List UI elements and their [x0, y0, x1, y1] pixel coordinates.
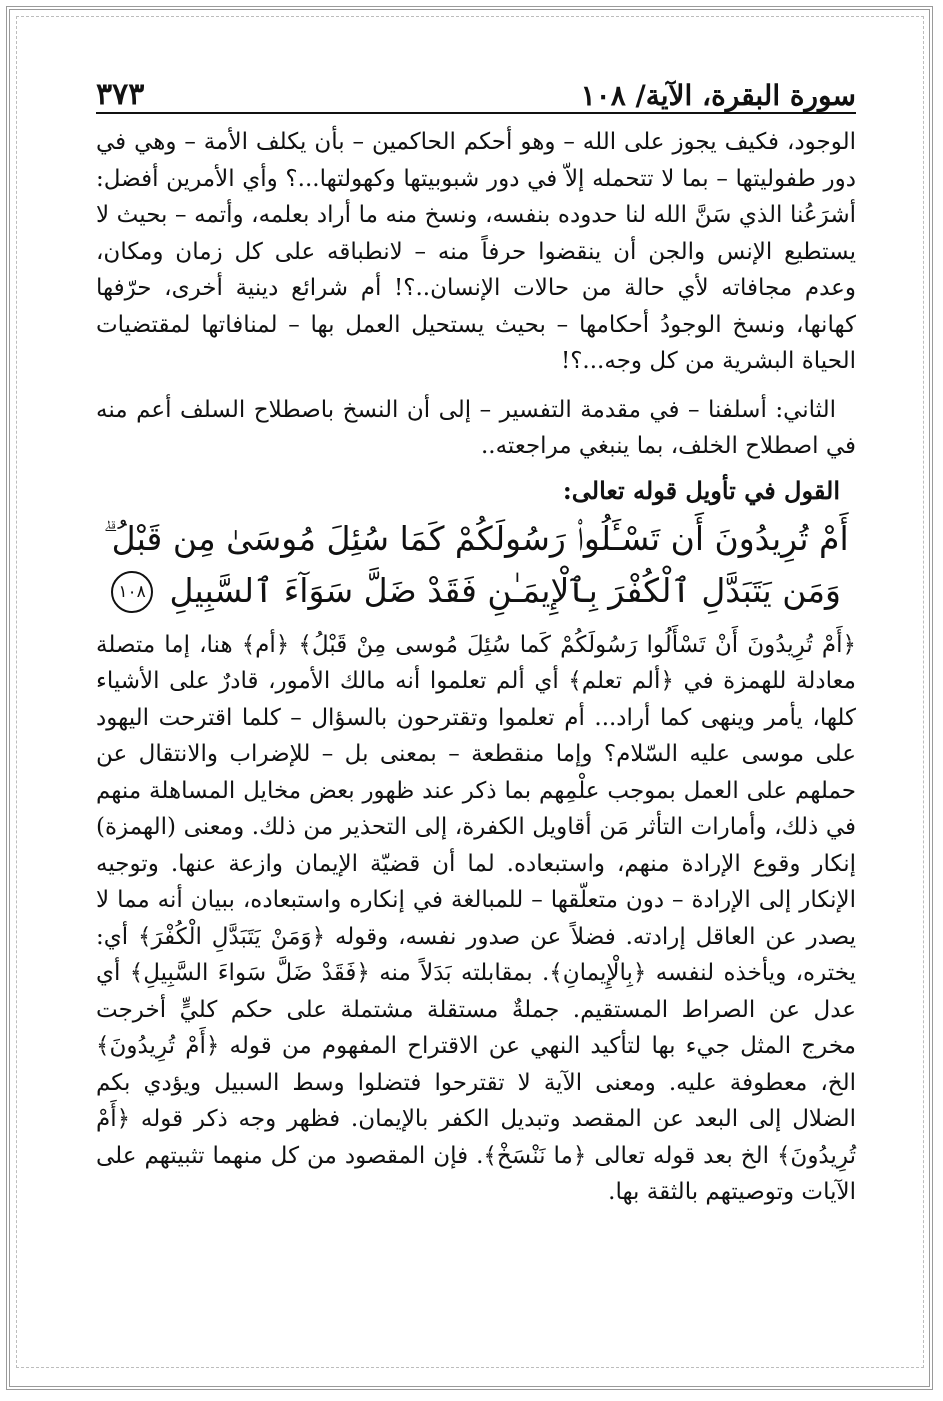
quran-verse — [96, 513, 856, 617]
paragraph-1: الوجود، فكيف يجوز على الله – وهو أحكم الحاكمين – بأن يكلف الأمة – وهي في دور طفوليتها – بما لا تتحمله إلاّ في دور شبوبيتها وكهولتها...؟ وأي الأمرين أفضل: أشرَعُنا الذي سَنَّ الله لنا حدوده بنفسه، ونسخ منه ما أراد بعلمه، وأتمه – بحيث لا يستطيع الإنس والجن أن ينقضوا حرفاً منه – لانطباقه على كل زمان ومكان، وعدم مجافاته لأي حالة من حالات الإنسان..؟! أم شرائع دينية أخرى، حرّفها كهانها، ونسخ الوجودُ أحكامها – بحيث يستحيل العمل بها – لمنافاتها لمقتضيات الحياة البشرية من كل وجه...؟! — [96, 129, 856, 374]
running-title: سورة البقرة، الآية/ ١٠٨ — [580, 79, 856, 112]
page-number: ٣٧٣ — [96, 77, 145, 112]
spacer — [96, 380, 856, 392]
paragraph-3: ﴿أَمْ تُرِيدُونَ أَنْ تَسْأَلُوا رَسُولَكُمْ كَما سُئِلَ مُوسى مِنْ قَبْلُ﴾ ﴿أم﴾ هنا، إما متصلة معادلة للهمزة في ﴿ألم تعلم﴾ أي ألم تعلموا أنه مالك الأمور، قادرٌ على الأشياء كلها، يأمر وينهى كما أراد... أم تعلموا وتقترحون بالسؤال – كلما اقترحت اليهود على موسى عليه السّلام؟ وإما منقطعة – بمعنى بل – للإضراب والانتقال عن حملهم على العمل بموجب علْمِهم بما ذكر عند ظهور بعض مخايل المساهلة منهم في ذلك، وأمارات التأثر مَن أقاويل الكفرة، إلى التحذير من ذلك. ومعنى (الهمزة) إنكار وقوع الإرادة منهم، واستبعاده. لما أن قضيّة الإيمان وازعة عنها. وتوجيه الإنكار إلى الإرادة – دون متعلّقها – للمبالغة في إنكاره واستبعاده، ببيان أنه مما لا يصدر عن العاقل إرادته. فضلاً عن صدور نفسه، وقوله ﴿وَمَنْ يَتَبَدَّلِ الْكُفْرَ﴾ أي: يختره، ويأخذه لنفسه ﴿بِالْإِيمانِ﴾. بمقابلته بَدَلاً منه ﴿فَقَدْ ضَلَّ سَواءَ السَّبِيلِ﴾ أي عدل عن الصراط المستقيم. جملةٌ مستقلة مشتملة على حكم كليٍّ أخرجت مخرج المثل جيء بها لتأكيد النهي عن الاقتراح المفهوم من قوله ﴿أَمْ تُرِيدُونَ﴾ الخ، معطوفة عليه. ومعنى الآية لا تقترحوا فتضلوا وسط السبيل ويؤدي بكم الضلال إلى البعد عن المقصد وتبديل الكفر بالإيمان. فظهر وجه ذكر قوله ﴿أَمْ تُرِيدُونَ﴾ الخ بعد قوله تعالى ﴿ما نَنْسَخْ﴾. فإن المقصود من كل منهما تثبيتهم على الآيات وتوصيتهم بالثقة بها. — [96, 631, 856, 1205]
section-heading: القول في تأويل قوله تعالى: — [562, 475, 840, 505]
book-page — [96, 68, 856, 1211]
page-header — [96, 68, 856, 114]
verse-text: أَمْ تُرِيدُونَ أَن تَسْـَٔلُوا۟ رَسُولَكُمْ كَمَا سُئِلَ مُوسَىٰ مِن قَبْلُ ۗ وَمَن يَتَبَدَّلِ ٱلْكُفْرَ بِٱلْإِيمَـٰنِ فَقَدْ ضَلَّ سَوَآءَ ٱلسَّبِيلِ — [103, 518, 849, 610]
paragraph-2: الثاني: أسلفنا – في مقدمة التفسير – إلى أن النسخ باصطلاح السلف أعم منه في اصطلاح الخلف، بما ينبغي مراجعته.. — [96, 396, 856, 459]
verse-number-marker: ١٠٨ — [111, 571, 153, 613]
